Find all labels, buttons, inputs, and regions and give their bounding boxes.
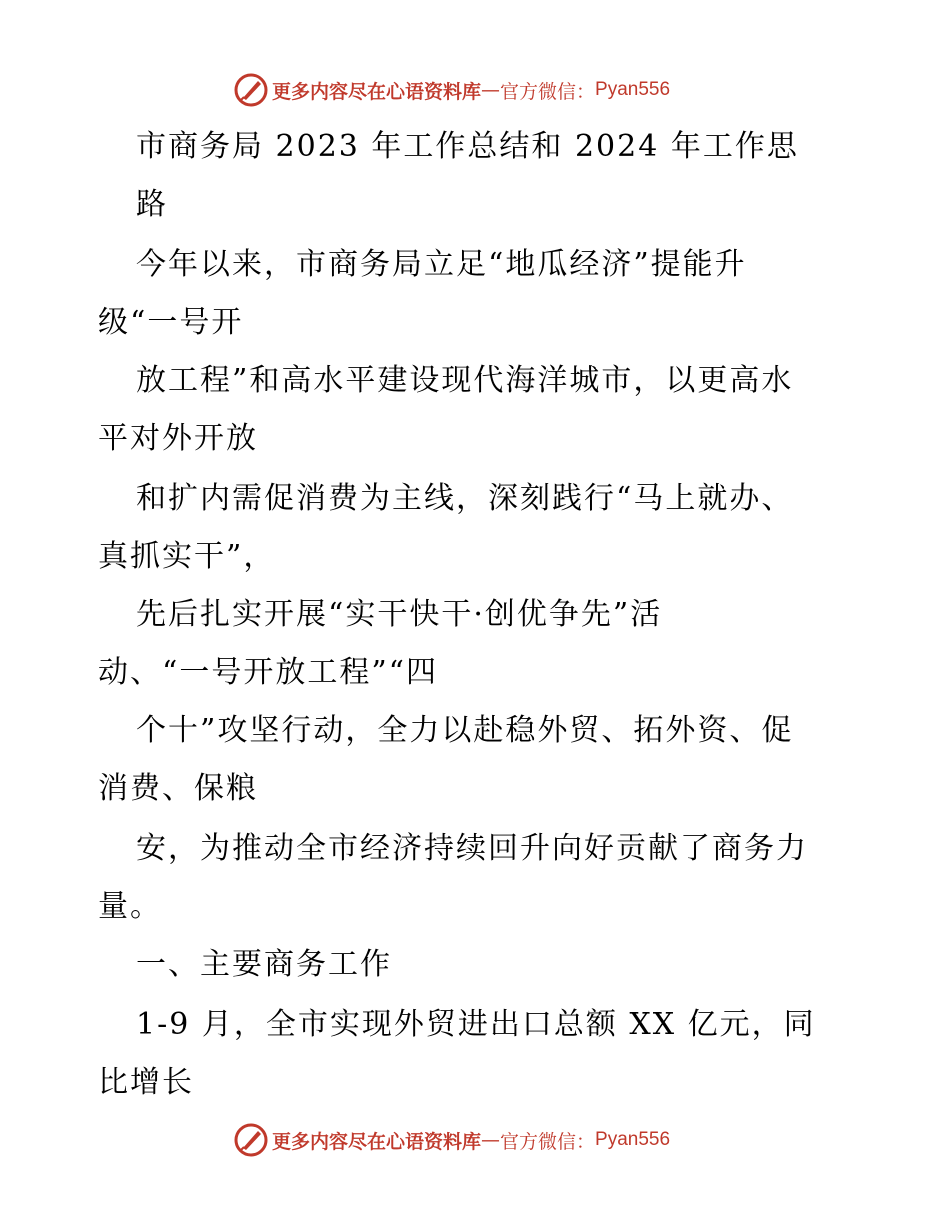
watermark-handle: Pyan556 xyxy=(595,79,671,100)
text-line-7: 和扩内需促消费为主线，深刻践行“马上就办、 xyxy=(136,481,794,516)
watermark-sub-text: 官方微信： xyxy=(500,80,596,103)
watermark-handle: Pyan556 xyxy=(595,1129,671,1150)
watermark-main-text: 更多内容尽在心语资料库 xyxy=(272,1130,482,1153)
header-watermark xyxy=(234,72,734,108)
footer-watermark xyxy=(234,1122,734,1158)
text-line-14: 量。 xyxy=(98,889,162,924)
watermark-main-text: 更多内容尽在心语资料库 xyxy=(272,80,482,103)
text-line-6: 平对外开放 xyxy=(98,421,258,456)
text-line-5: 放工程”和高水平建设现代海洋城市，以更高水 xyxy=(136,363,794,398)
text-line-3: 今年以来，市商务局立足“地瓜经济”提能升 xyxy=(136,247,747,282)
watermark-dash: — xyxy=(481,79,501,101)
text-line-11: 个十”攻坚行动，全力以赴稳外贸、拓外资、促 xyxy=(136,713,794,748)
watermark-dash: — xyxy=(481,1129,501,1151)
text-line-12: 消费、保粮 xyxy=(98,771,258,806)
text-line-2: 路 xyxy=(136,187,168,222)
watermark-sub-text: 官方微信： xyxy=(500,1130,596,1153)
section-heading: 一、主要商务工作 xyxy=(136,947,392,982)
text-line-8: 真抓实干”， xyxy=(98,539,276,574)
quill-logo-icon xyxy=(234,1123,268,1157)
text-line-9: 先后扎实开展“实干快干·创优争先”活 xyxy=(136,597,663,632)
text-line-13: 安，为推动全市经济持续回升向好贡献了商务力 xyxy=(136,831,808,866)
quill-logo-icon xyxy=(234,73,268,107)
text-line-1: 市商务局 2023 年工作总结和 2024 年工作思 xyxy=(136,129,799,164)
text-line-16: 1-9 月，全市实现外贸进出口总额 XX 亿元，同 xyxy=(136,1007,816,1042)
text-line-10: 动、“一号开放工程”“四 xyxy=(98,655,439,690)
text-line-4: 级“一号开 xyxy=(98,305,244,340)
text-line-17: 比增长 xyxy=(98,1065,194,1100)
